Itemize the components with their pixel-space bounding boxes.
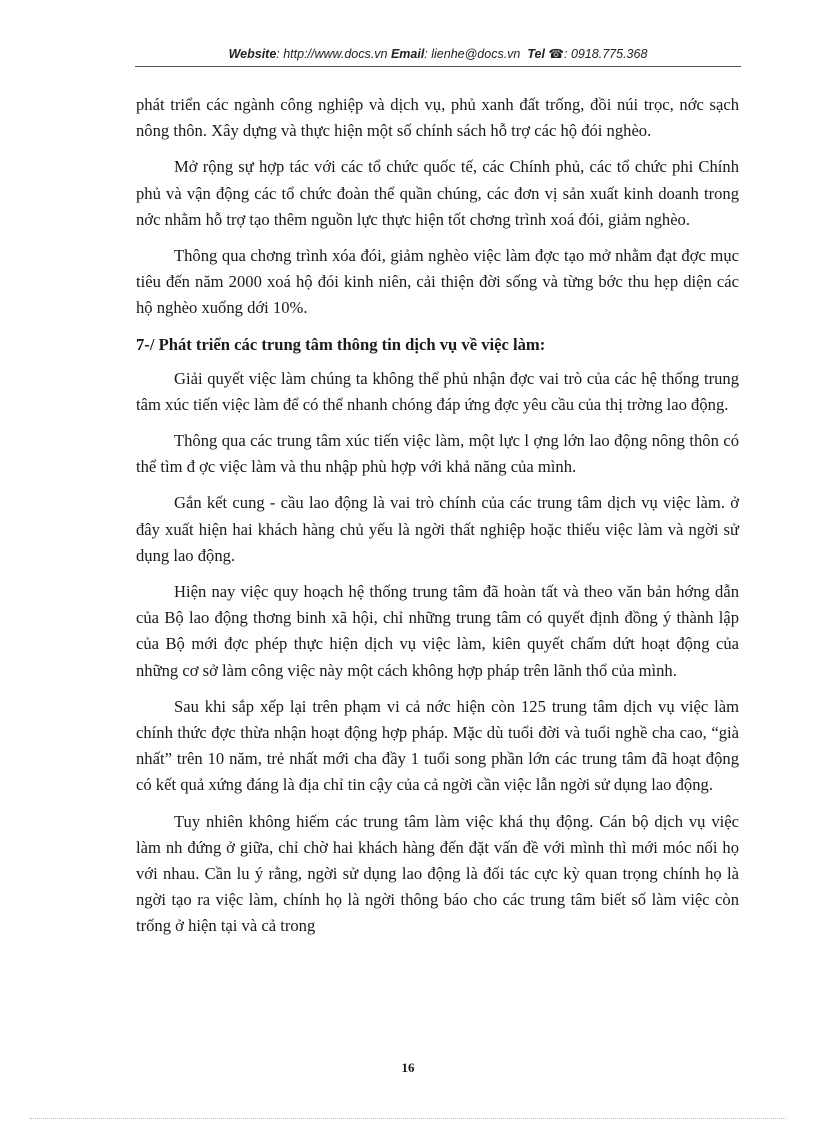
email-value: : lienhe@docs.vn — [424, 47, 521, 61]
paragraph: Hiện nay việc quy hoạch hệ thống trung tâm đã hoàn tất và theo văn bản hớng dẫn của Bộ lao động thơng binh xã hội, chỉ những trung tâm có quyết định đồng ý thành lập của Bộ mới đợc phép thực hiện dịch vụ việc làm, kiên quyết chấm dứt hoạt động của những cơ sở làm công việc này một cách không hợp pháp trên lãnh thổ của mình. — [136, 582, 739, 680]
header-divider — [135, 66, 741, 67]
paragraph: Gắn kết cung - cầu lao động là vai trò chính của các trung tâm dịch vụ việc làm. ở đây xuất hiện hai khách hàng chủ yếu là ngời thất nghiệp hoặc thiếu việc làm và ngời sử dụng lao động. — [136, 493, 739, 565]
section-heading: 7-/ Phát triển các trung tâm thông tin dịch vụ về việc làm: — [136, 334, 546, 354]
page-header — [135, 46, 741, 61]
website-value: : http://www.docs.vn — [276, 47, 388, 61]
paragraph: Mở rộng sự hợp tác với các tổ chức quốc tế, các Chính phủ, các tổ chức phi Chính phủ và vận động các tổ chức đoàn thể quần chúng, các đơn vị sản xuất kinh doanh trong nớc nhằm hỗ trợ tạo thêm nguồn lực thực hiện tốt chơng trình xoá đói, giảm nghèo. — [136, 157, 739, 229]
paragraph: Thông qua chơng trình xóa đói, giảm nghèo việc làm đợc tạo mở nhằm đạt đợc mục tiêu đến năm 2000 xoá hộ đói kinh niên, cải thiện đời sống và từng bớc thu hẹp diện các hộ nghèo xuống dới 10%. — [136, 246, 739, 318]
tel-value: : 0918.775.368 — [564, 47, 648, 61]
tel-label: Tel — [527, 47, 545, 61]
footer-divider — [30, 1118, 786, 1119]
phone-icon: ☎ — [548, 47, 564, 61]
document-body — [136, 92, 739, 950]
paragraph: phát triển các ngành công nghiệp và dịch vụ, phủ xanh đất trống, đồi núi trọc, nớc sạch nông thôn. Xây dựng và thực hiện một số chính sách hỗ trợ các hộ đói nghèo. — [136, 95, 739, 141]
paragraph: Giải quyết việc làm chúng ta không thể phủ nhận đợc vai trò của các hệ thống trung tâm xúc tiến việc làm để có thể nhanh chóng đáp ứng đợc yêu cầu của thị trờng lao động. — [136, 368, 739, 414]
email-label: Email — [390, 47, 425, 61]
page-number: 16 — [401, 1060, 415, 1075]
paragraph: Thông qua các trung tâm xúc tiến việc làm, một lực l ợng lớn lao động nông thôn có thể tìm đ ợc việc làm và thu nhập phù hợp với khả năng của mình. — [136, 431, 739, 477]
paragraph: Sau khi sắp xếp lại trên phạm vi cả nớc hiện còn 125 trung tâm dịch vụ việc làm chính thức đợc thừa nhận hoạt động hợp pháp. Mặc dù tuổi đời và tuổi nghề cha cao, “già nhất” trên 10 năm, trẻ nhất mới cha đầy 1 tuổi song phần lớn các trung tâm đã hoạt động có kết quả xứng đáng là địa chỉ tin cậy của cả ngời cần việc lẫn ngời sử dụng lao động. — [136, 696, 739, 795]
paragraph: Tuy nhiên không hiếm các trung tâm làm việc khá thụ động. Cán bộ dịch vụ việc làm nh đứng ở giữa, chỉ chờ hai khách hàng đến đặt vấn đề với mình thì mới móc nối họ với nhau. Cần lu ý rằng, ngời sử dụng lao động là đối tác cực kỳ quan trọng chính họ là ngời tạo ra việc làm, chính họ là ngời thông báo cho các trung tâm biết số làm việc còn trống ở hiện tại và cả trong — [136, 811, 739, 936]
website-label: Website — [228, 47, 277, 61]
